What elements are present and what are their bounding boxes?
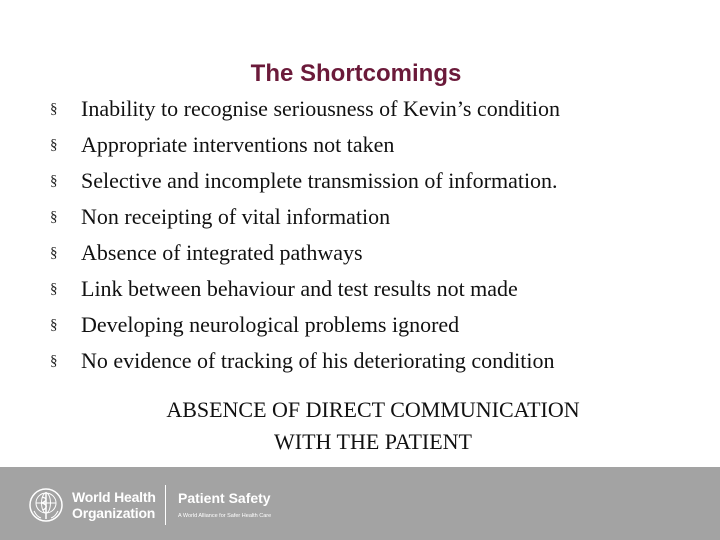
slide-title: The Shortcomings [250, 60, 462, 87]
bullet-item [50, 163, 690, 199]
bullet-text: No evidence of tracking of his deteriorating condition [81, 348, 555, 373]
bullet-text: Inability to recognise seriousness of Kevin’s condition [81, 96, 561, 121]
bullet-item [50, 199, 690, 235]
bullet-marker: § [50, 281, 58, 297]
emphasis-note-line2: WITH THE PATIENT [274, 429, 472, 454]
bullet-item [50, 235, 690, 271]
bullet-item [50, 343, 690, 379]
bullet-text: Selective and incomplete transmission of information. [81, 168, 558, 193]
footer-bar [0, 467, 720, 540]
bullet-text: Absence of integrated pathways [81, 240, 363, 265]
bullet-marker: § [50, 353, 58, 369]
org-line2: Organization [72, 505, 156, 521]
bullet-marker: § [50, 101, 58, 117]
bullet-item [50, 127, 690, 163]
bullet-text: Link between behaviour and test results not made [81, 276, 518, 301]
bullet-item [50, 91, 690, 127]
organization-name [72, 489, 156, 521]
bullet-marker: § [50, 137, 58, 153]
emphasis-note [0, 394, 720, 458]
emphasis-note-line1: ABSENCE OF DIRECT COMMUNICATION [166, 397, 580, 422]
bullet-text: Developing neurological problems ignored [81, 312, 460, 337]
bullet-marker: § [50, 209, 58, 225]
bullet-item [50, 271, 690, 307]
org-line1: World Health [72, 489, 156, 505]
bullet-text: Non receipting of vital information [81, 204, 391, 229]
footer-divider [165, 485, 166, 525]
bullet-marker: § [50, 245, 58, 261]
bullet-marker: § [50, 173, 58, 189]
bullet-item [50, 307, 690, 343]
bullet-marker: § [50, 317, 58, 333]
bullet-list [50, 91, 690, 379]
who-emblem-icon [28, 487, 64, 523]
program-subtitle: A World Alliance for Safer Health Care [178, 513, 272, 519]
bullet-text: Appropriate interventions not taken [81, 132, 395, 157]
program-title: Patient Safety [178, 490, 271, 506]
